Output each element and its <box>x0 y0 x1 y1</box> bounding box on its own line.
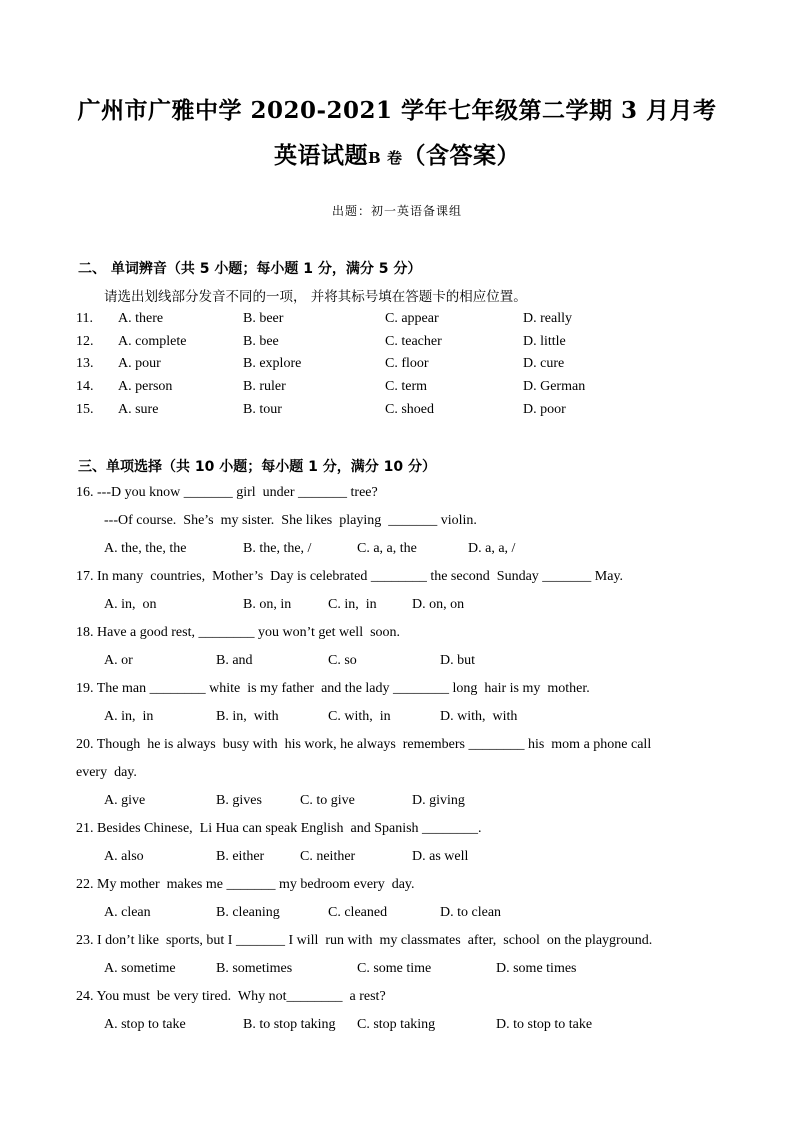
option-d: D. a, a, / <box>468 541 516 556</box>
question-number: 14. <box>76 379 94 394</box>
option-d: D. as well <box>412 849 469 864</box>
question-stem: 20. Though he is always busy with his work, he always remembers ________ his mom a phone call <box>76 737 652 752</box>
option-a: A. or <box>104 653 133 668</box>
option-c: C. in, in <box>328 597 377 612</box>
option-c: C. term <box>385 379 427 394</box>
question-stem: 21. Besides Chinese, Li Hua can speak English and Spanish ________. <box>76 821 482 836</box>
option-c: C. appear <box>385 311 439 326</box>
option-d: D. but <box>440 653 475 668</box>
subtitle-version: B 卷 <box>368 149 403 167</box>
question-number: 15. <box>76 402 94 417</box>
option-c: C. neither <box>300 849 356 864</box>
option-b: B. cleaning <box>216 905 280 920</box>
option-a: A. in, on <box>104 597 157 612</box>
option-d: D. giving <box>412 793 465 808</box>
option-a: A. stop to take <box>104 1017 186 1032</box>
question-stem: 19. The man ________ white is my father and the lady ________ long hair is my mother. <box>76 681 590 696</box>
option-b: B. gives <box>216 793 262 808</box>
section-heading-phonetics: 二、 单词辨音（共 5 小题；每小题 1 分，满分 5 分） <box>78 261 422 277</box>
question-stem: 17. In many countries, Mother’s Day is celebrated ________ the second Sunday _______ May. <box>76 569 624 584</box>
option-b: B. the, the, / <box>243 541 312 556</box>
question-stem: 23. I don’t like sports, but I _______ I will run with my classmates after, school on the playground. <box>76 933 653 948</box>
option-c: C. floor <box>385 356 429 371</box>
option-b: B. beer <box>243 311 284 326</box>
option-c: C. to give <box>300 793 355 808</box>
subtitle-tail: （含答案） <box>402 142 520 169</box>
option-c: C. cleaned <box>328 905 388 920</box>
question-number: 11. <box>76 311 93 326</box>
page-subtitle <box>0 137 794 170</box>
option-b: B. to stop taking <box>243 1017 336 1032</box>
option-b: B. and <box>216 653 253 668</box>
option-c: C. stop taking <box>357 1017 436 1032</box>
section-instruction: 请选出划线部分发音不同的一项， 并将其标号填在答题卡的相应位置。 <box>104 289 527 305</box>
question-stem: 18. Have a good rest, ________ you won’t get well soon. <box>76 625 401 640</box>
question-row <box>0 309 794 329</box>
option-d: D. on, on <box>412 597 465 612</box>
question-stem: 16. ---D you know _______ girl under _______ tree? <box>76 485 378 500</box>
option-a: A. complete <box>118 334 187 349</box>
option-d: D. really <box>523 311 572 326</box>
option-b: B. ruler <box>243 379 286 394</box>
question-stem-continued: every day. <box>76 765 137 780</box>
option-a: A. person <box>118 379 173 394</box>
option-a: A. pour <box>118 356 161 371</box>
subtitle-main: 英语试题 <box>274 142 369 169</box>
option-a: A. also <box>104 849 144 864</box>
option-d: D. poor <box>523 402 566 417</box>
option-d: D. German <box>523 379 586 394</box>
option-d: D. little <box>523 334 566 349</box>
option-d: D. cure <box>523 356 565 371</box>
question-row <box>0 377 794 397</box>
option-b: B. explore <box>243 356 302 371</box>
option-c: C. so <box>328 653 357 668</box>
question-stem: ---Of course. She’s my sister. She likes playing _______ violin. <box>104 513 477 528</box>
option-b: B. bee <box>243 334 279 349</box>
option-b: B. tour <box>243 402 282 417</box>
option-c: C. a, a, the <box>357 541 417 556</box>
option-a: A. clean <box>104 905 151 920</box>
question-stem: 24. You must be very tired. Why not________ a rest? <box>76 989 386 1004</box>
option-a: A. in, in <box>104 709 154 724</box>
author-line: 出题：初一英语备课组 <box>331 204 462 218</box>
option-a: A. sure <box>118 402 159 417</box>
option-b: B. sometimes <box>216 961 293 976</box>
option-b: B. either <box>216 849 265 864</box>
question-row <box>0 354 794 374</box>
option-c: C. shoed <box>385 402 434 417</box>
question-number: 12. <box>76 334 94 349</box>
option-c: C. with, in <box>328 709 391 724</box>
option-a: A. the, the, the <box>104 541 187 556</box>
option-b: B. on, in <box>243 597 292 612</box>
question-stem: 22. My mother makes me _______ my bedroom every day. <box>76 877 415 892</box>
option-d: D. to stop to take <box>496 1017 593 1032</box>
option-d: D. to clean <box>440 905 502 920</box>
option-d: D. with, with <box>440 709 518 724</box>
option-a: A. give <box>104 793 146 808</box>
option-a: A. there <box>118 311 164 326</box>
option-b: B. in, with <box>216 709 279 724</box>
question-row <box>0 400 794 420</box>
option-c: C. teacher <box>385 334 442 349</box>
option-d: D. some times <box>496 961 577 976</box>
option-c: C. some time <box>357 961 432 976</box>
question-row <box>0 332 794 352</box>
question-number: 13. <box>76 356 94 371</box>
page-title: 广州市广雅中学 2020-2021 学年七年级第二学期 3 月月考 <box>77 97 717 124</box>
option-a: A. sometime <box>104 961 176 976</box>
section-heading-single-choice: 三、单项选择（共 10 小题；每小题 1 分，满分 10 分） <box>78 459 436 475</box>
